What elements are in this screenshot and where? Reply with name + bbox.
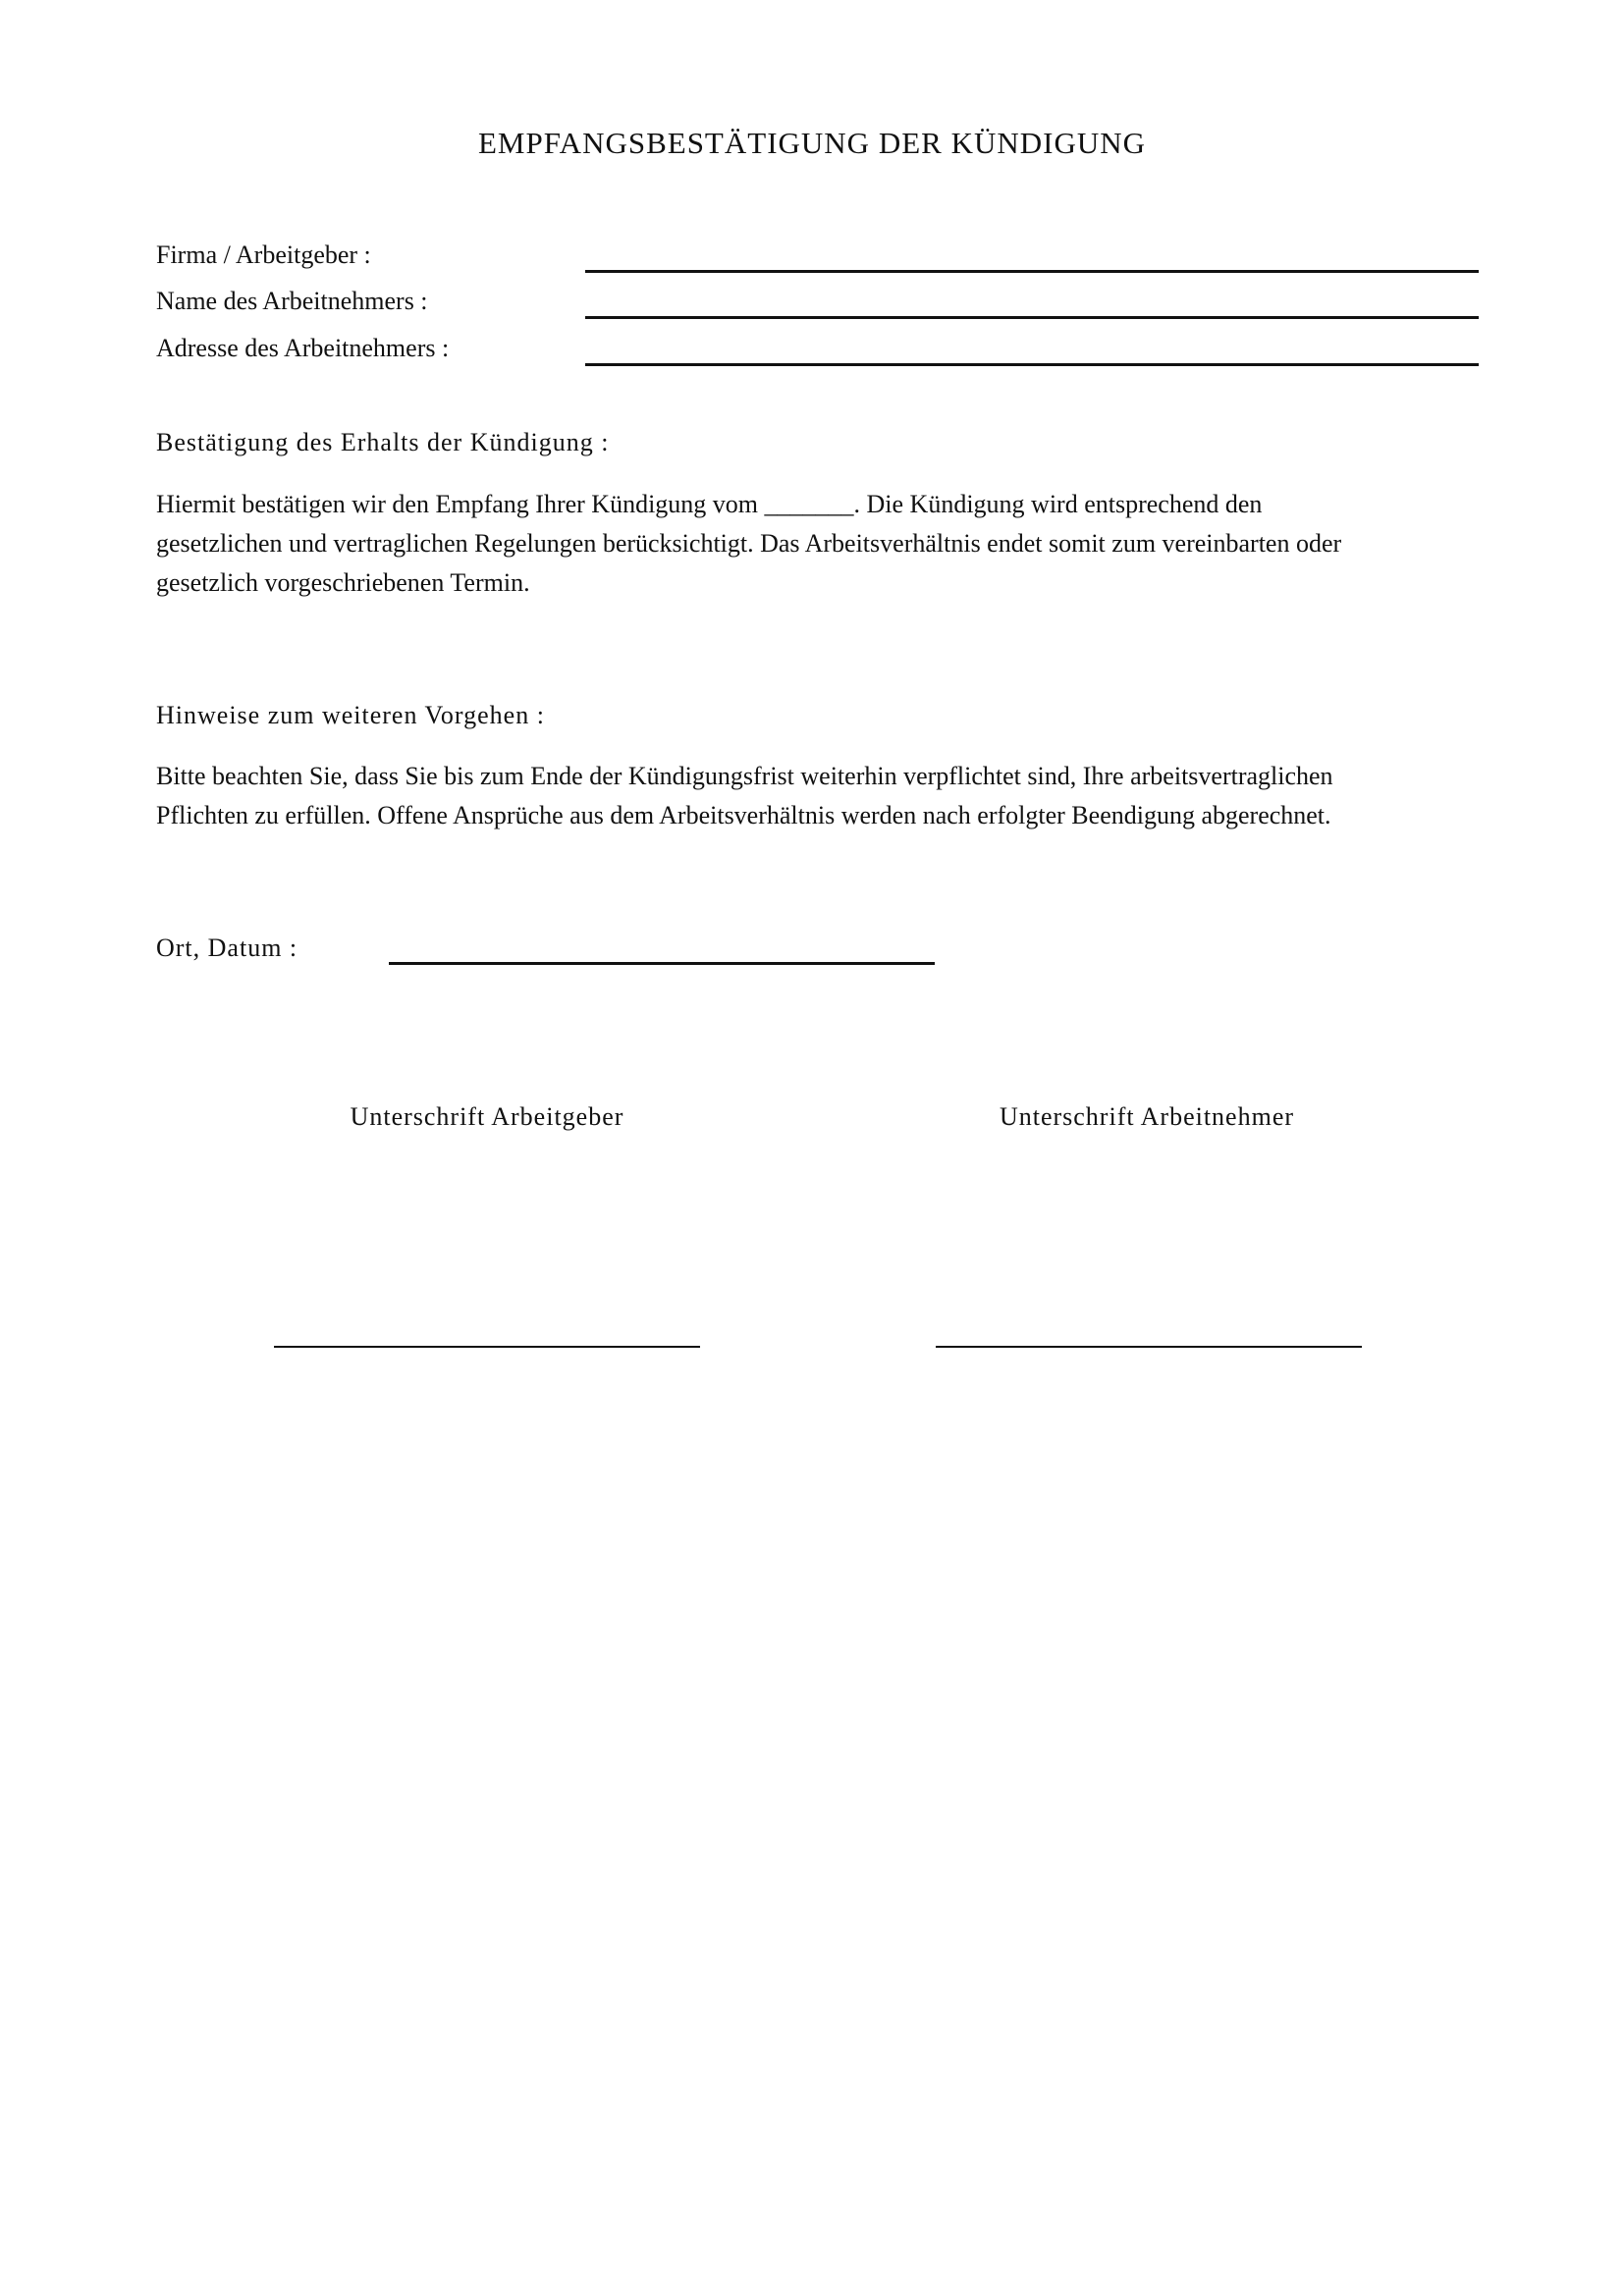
notes-line: Bitte beachten Sie, dass Sie bis zum Ende der Kündigungsfrist weiterhin verpflichtet sind, Ihre arbeitsvertraglichen [156, 762, 1333, 790]
field-line-employee-address[interactable] [585, 363, 1479, 366]
field-label-employee-address: Adresse des Arbeitnehmers : [156, 334, 450, 362]
place-date-label: Ort, Datum : [156, 934, 298, 962]
confirmation-paragraph [156, 485, 1462, 603]
confirmation-line: gesetzlich vorgeschriebenen Termin. [156, 568, 530, 597]
signature-label-employer: Unterschrift Arbeitgeber [350, 1102, 624, 1131]
field-label-employer: Firma / Arbeitgeber : [156, 240, 371, 269]
field-label-employee-name: Name des Arbeitnehmers : [156, 287, 428, 315]
notes-heading: Hinweise zum weiteren Vorgehen : [156, 701, 545, 729]
confirmation-line: gesetzlichen und vertraglichen Regelungen berücksichtigt. Das Arbeitsverhältnis endet somit zum vereinbarten oder [156, 529, 1342, 558]
signature-line-employee[interactable] [936, 1346, 1362, 1348]
signature-label-employee: Unterschrift Arbeitnehmer [999, 1102, 1295, 1131]
document-title: EMPFANGSBESTÄTIGUNG DER KÜNDIGUNG [478, 126, 1146, 160]
place-date-line[interactable] [389, 962, 935, 965]
confirmation-line: Hiermit bestätigen wir den Empfang Ihrer Kündigung vom _______. Die Kündigung wird entsprechend den [156, 490, 1263, 518]
notes-line: Pflichten zu erfüllen. Offene Ansprüche aus dem Arbeitsverhältnis werden nach erfolgter Beendigung abgerechnet. [156, 801, 1331, 829]
field-line-employee-name[interactable] [585, 316, 1479, 319]
signature-line-employer[interactable] [274, 1346, 700, 1348]
field-line-employer[interactable] [585, 270, 1479, 273]
confirmation-heading: Bestätigung des Erhalts der Kündigung : [156, 428, 610, 456]
notes-paragraph [156, 757, 1462, 835]
